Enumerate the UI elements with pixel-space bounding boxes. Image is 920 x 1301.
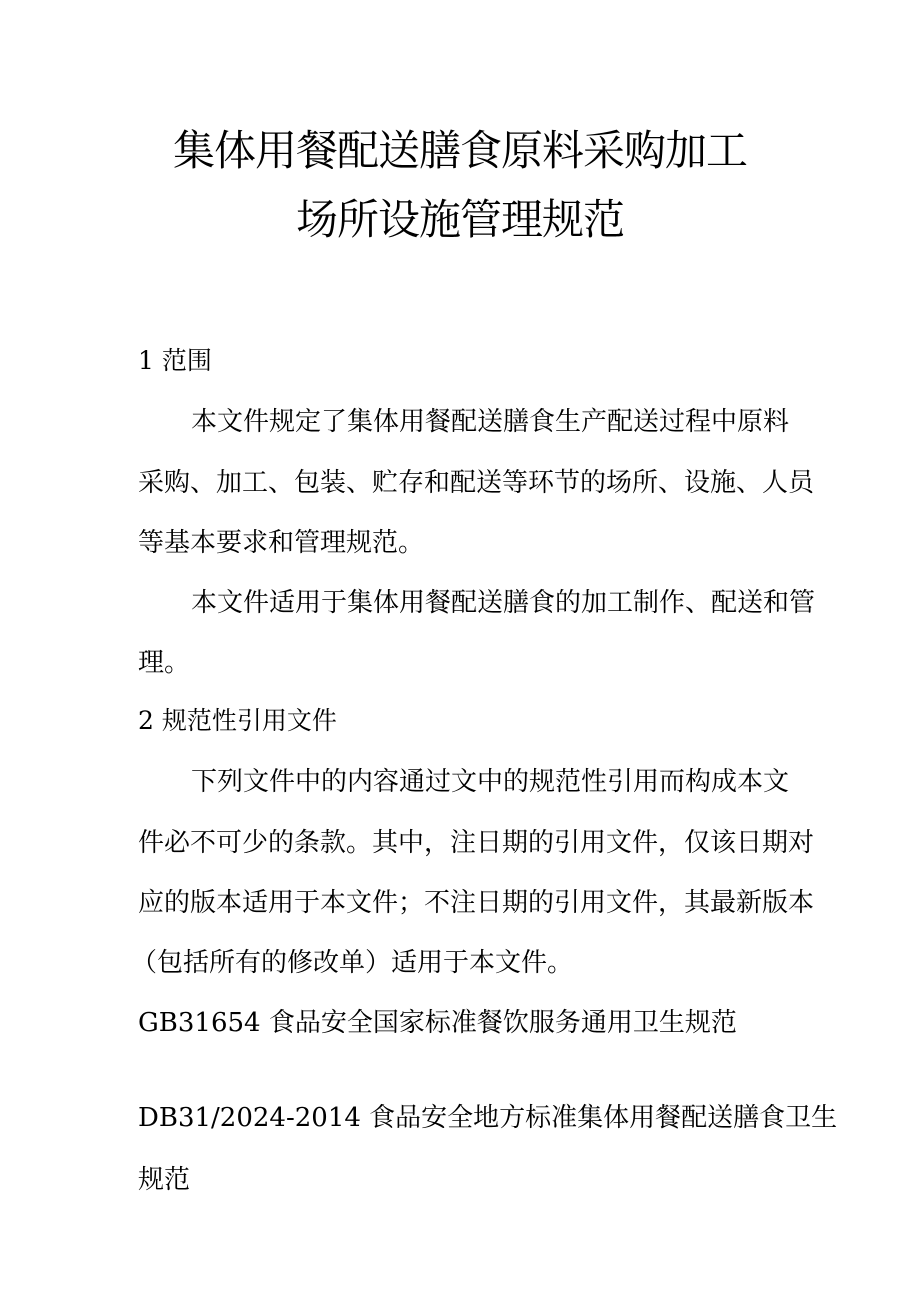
section-1-paragraph-1-line-1: 本文件规定了集体用餐配送膳食生产配送过程中原料 — [191, 407, 790, 437]
reference-db31-2024-2014-continued: 规范 — [138, 1165, 191, 1195]
section-2-paragraph-line-3: 应的版本适用于本文件；不注日期的引用文件，其最新版本 — [138, 888, 815, 918]
section-1-paragraph-1-line-2: 采购、加工、包装、贮存和配送等环节的场所、设施、人员 — [138, 468, 815, 498]
section-2-paragraph-line-4: （包括所有的修改单）适用于本文件。 — [131, 948, 574, 978]
section-2-heading: 2 规范性引用文件 — [138, 706, 337, 735]
section-1-paragraph-2-line-2: 理。 — [138, 648, 191, 678]
section-1-heading: 1 范围 — [138, 346, 212, 375]
section-2-paragraph-line-2: 件必不可少的条款。其中，注日期的引用文件，仅该日期对 — [138, 828, 815, 858]
section-1-paragraph-1-line-3: 等基本要求和管理规范。 — [138, 528, 425, 558]
document-title-line-1: 集体用餐配送膳食原料采购加工 — [172, 126, 747, 175]
reference-db31-2024-2014: DB31/2024-2014 食品安全地方标准集体用餐配送膳食卫生 — [138, 1103, 838, 1133]
document-title-line-2: 场所设施管理规范 — [295, 195, 624, 244]
section-1-paragraph-2-line-1: 本文件适用于集体用餐配送膳食的加工制作、配送和管 — [191, 588, 816, 618]
section-2-paragraph-line-1: 下列文件中的内容通过文中的规范性引用而构成本文 — [191, 767, 790, 797]
reference-gb31654: GB31654 食品安全国家标准餐饮服务通用卫生规范 — [138, 1008, 737, 1038]
